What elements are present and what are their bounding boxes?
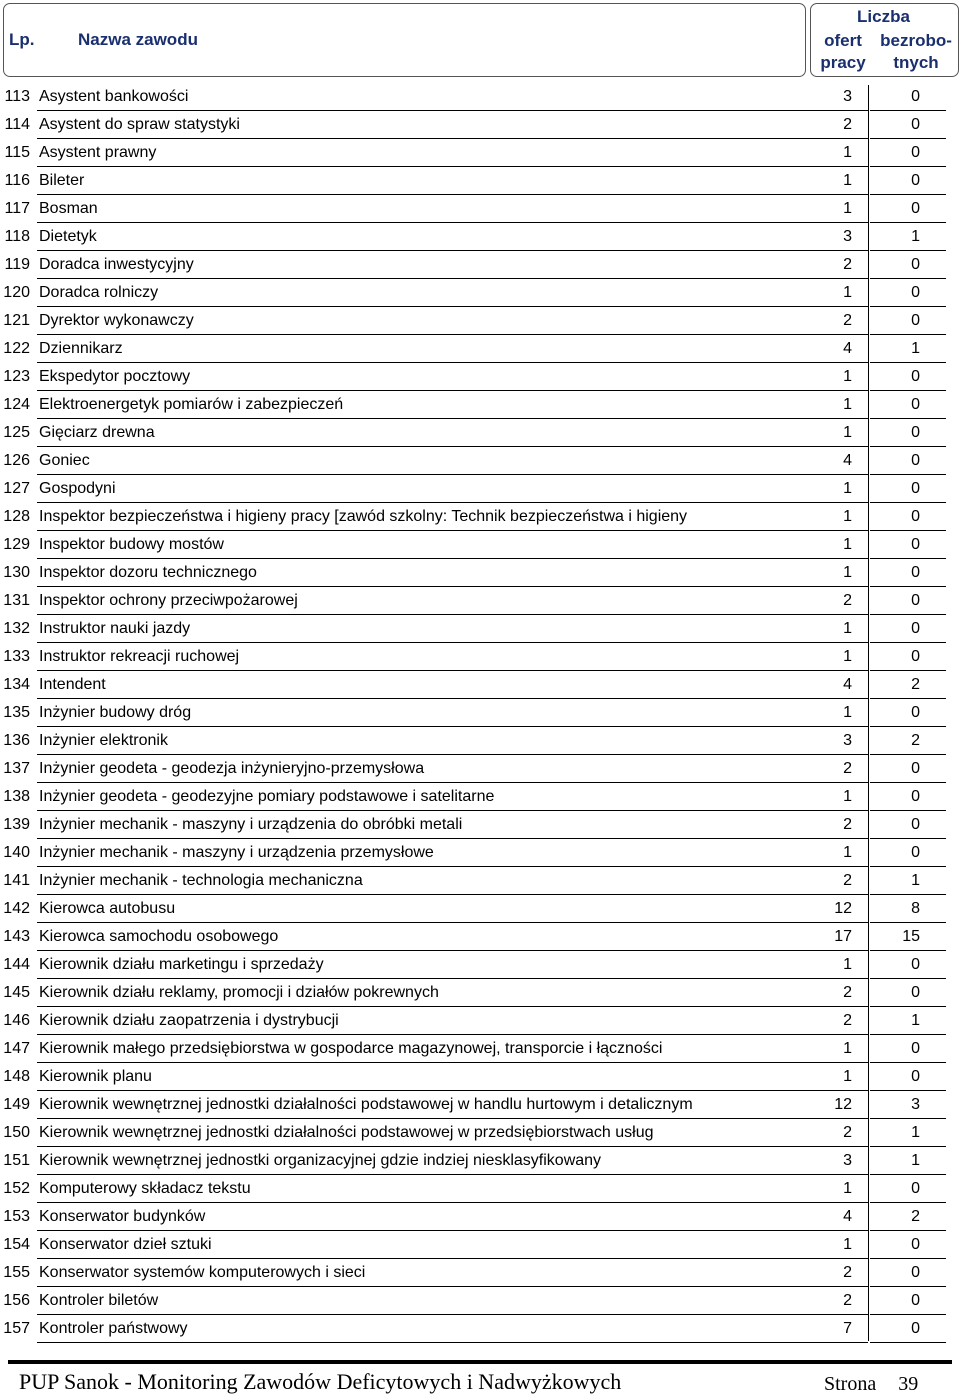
row-bezrobotni: 8 [911, 900, 920, 917]
row-lp: 149 [3, 1096, 30, 1113]
row-oferty: 1 [843, 536, 852, 553]
row-oferty: 12 [834, 1096, 852, 1113]
row-lp: 125 [3, 424, 30, 441]
row-bezrobotni: 0 [911, 1068, 920, 1085]
row-bezrobotni: 0 [911, 452, 920, 469]
row-name: Kierownik małego przedsiębiorstwa w gospodarce magazynowej, transporcie i łączności [39, 1040, 663, 1057]
row-oferty: 4 [843, 452, 852, 469]
row-lp: 141 [3, 872, 30, 889]
table-row [0, 1175, 960, 1203]
row-name: Ekspedytor pocztowy [39, 368, 191, 385]
row-bezrobotni: 0 [911, 956, 920, 973]
row-bezrobotni: 0 [911, 592, 920, 609]
header-tnych: tnych [893, 53, 939, 72]
header-name: Nazwa zawodu [78, 30, 198, 49]
row-bezrobotni: 1 [911, 1012, 920, 1029]
row-bezrobotni: 0 [911, 312, 920, 329]
row-lp: 129 [3, 536, 30, 553]
row-name: Kierowca autobusu [39, 900, 176, 917]
row-bezrobotni: 1 [911, 872, 920, 889]
table-row [0, 167, 960, 195]
row-lp: 142 [3, 900, 30, 917]
row-name: Dietetyk [39, 228, 97, 245]
table-row [0, 1063, 960, 1091]
row-lp: 151 [3, 1152, 30, 1169]
row-oferty: 17 [834, 928, 852, 945]
row-name: Kierownik planu [39, 1068, 152, 1085]
row-oferty: 4 [843, 1208, 852, 1225]
row-bezrobotni: 0 [911, 200, 920, 217]
table-row [0, 867, 960, 895]
table-row [0, 363, 960, 391]
row-name: Kierownik wewnętrznej jednostki organizacyjnej gdzie indziej niesklasyfikowany [39, 1152, 602, 1169]
row-name: Inspektor bezpieczeństwa i higieny pracy [zawód szkolny: Technik bezpieczeństwa i higieny [39, 508, 688, 525]
row-bezrobotni: 0 [911, 1320, 920, 1337]
table-row [0, 447, 960, 475]
row-name: Inspektor dozoru technicznego [39, 564, 257, 581]
row-bezrobotni: 0 [911, 172, 920, 189]
row-lp: 140 [3, 844, 30, 861]
table-row [0, 1007, 960, 1035]
row-lp: 123 [3, 368, 30, 385]
row-name: Gięciarz drewna [39, 424, 155, 441]
row-oferty: 1 [843, 368, 852, 385]
row-oferty: 1 [843, 1236, 852, 1253]
row-lp: 147 [3, 1040, 30, 1057]
row-lp: 128 [3, 508, 30, 525]
row-oferty: 4 [843, 676, 852, 693]
header-liczba: Liczba [857, 7, 910, 26]
header-ofert: ofert [824, 31, 862, 50]
row-lp: 127 [3, 480, 30, 497]
row-lp: 148 [3, 1068, 30, 1085]
row-name: Bosman [39, 200, 98, 217]
header-ofert-pracy [812, 30, 874, 74]
table-row [0, 419, 960, 447]
row-lp: 119 [4, 256, 30, 273]
row-name: Inspektor ochrony przeciwpożarowej [39, 592, 298, 609]
row-bezrobotni: 0 [911, 368, 920, 385]
row-bezrobotni: 2 [911, 676, 920, 693]
table-row [0, 1091, 960, 1119]
row-oferty: 3 [843, 1152, 852, 1169]
occupation-table [0, 83, 960, 1343]
table-row [0, 83, 960, 111]
row-bezrobotni: 0 [911, 256, 920, 273]
row-bezrobotni: 0 [911, 760, 920, 777]
table-row [0, 643, 960, 671]
row-oferty: 1 [843, 424, 852, 441]
row-name: Inżynier elektronik [39, 732, 168, 749]
row-bezrobotni: 0 [911, 508, 920, 525]
row-bezrobotni: 0 [911, 984, 920, 1001]
footer-page-number: 39 [898, 1373, 919, 1395]
row-bezrobotni: 2 [911, 1208, 920, 1225]
row-bezrobotni: 0 [911, 144, 920, 161]
row-name: Inspektor budowy mostów [39, 536, 224, 553]
row-bezrobotni: 0 [911, 648, 920, 665]
row-lp: 120 [3, 284, 30, 301]
row-name: Inżynier budowy dróg [39, 704, 192, 721]
row-oferty: 2 [843, 116, 852, 133]
row-bezrobotni: 0 [911, 788, 920, 805]
row-bezrobotni: 2 [911, 732, 920, 749]
row-rule [870, 1342, 946, 1343]
table-row [0, 811, 960, 839]
row-oferty: 1 [843, 620, 852, 637]
row-bezrobotni: 0 [911, 1236, 920, 1253]
row-oferty: 2 [843, 592, 852, 609]
row-name: Inżynier mechanik - maszyny i urządzenia przemysłowe [39, 844, 434, 861]
row-name: Kierowca samochodu osobowego [39, 928, 279, 945]
row-lp: 122 [3, 340, 30, 357]
table-row [0, 279, 960, 307]
header-pracy: pracy [820, 53, 866, 72]
header-bezrobo: bezrobo- [880, 31, 952, 50]
table-row [0, 559, 960, 587]
row-oferty: 2 [843, 256, 852, 273]
row-lp: 115 [4, 144, 30, 161]
row-name: Goniec [39, 452, 90, 469]
row-oferty: 1 [843, 508, 852, 525]
row-bezrobotni: 0 [911, 1180, 920, 1197]
row-bezrobotni: 0 [911, 564, 920, 581]
row-name: Inżynier mechanik - technologia mechaniczna [39, 872, 363, 889]
table-row [0, 923, 960, 951]
row-name: Konserwator systemów komputerowych i sieci [39, 1264, 366, 1281]
row-lp: 145 [3, 984, 30, 1001]
row-bezrobotni: 1 [911, 228, 920, 245]
row-name: Asystent prawny [39, 144, 157, 161]
row-oferty: 1 [843, 172, 852, 189]
row-name: Kierownik wewnętrznej jednostki działalności podstawowej w przedsiębiorstwach usług [39, 1124, 654, 1141]
row-oferty: 1 [843, 1040, 852, 1057]
row-lp: 150 [3, 1124, 30, 1141]
table-row [0, 839, 960, 867]
row-oferty: 2 [843, 1264, 852, 1281]
row-name: Elektroenergetyk pomiarów i zabezpieczeń [39, 396, 344, 413]
row-name: Intendent [39, 676, 106, 693]
row-lp: 143 [3, 928, 30, 945]
row-oferty: 2 [843, 984, 852, 1001]
row-bezrobotni: 0 [911, 704, 920, 721]
table-row [0, 1203, 960, 1231]
row-bezrobotni: 0 [911, 844, 920, 861]
row-lp: 135 [3, 704, 30, 721]
row-lp: 124 [3, 396, 30, 413]
row-oferty: 3 [843, 732, 852, 749]
row-lp: 138 [3, 788, 30, 805]
row-bezrobotni: 0 [911, 816, 920, 833]
row-name: Komputerowy składacz tekstu [39, 1180, 251, 1197]
row-name: Instruktor rekreacji ruchowej [39, 648, 240, 665]
row-bezrobotni: 0 [911, 1264, 920, 1281]
table-row [0, 1287, 960, 1315]
row-oferty: 1 [843, 956, 852, 973]
table-row [0, 1035, 960, 1063]
row-oferty: 1 [843, 564, 852, 581]
row-bezrobotni: 3 [911, 1096, 920, 1113]
table-row [0, 755, 960, 783]
table-row [0, 391, 960, 419]
row-bezrobotni: 1 [911, 1152, 920, 1169]
table-row [0, 111, 960, 139]
table-row [0, 1315, 960, 1343]
table-row [0, 671, 960, 699]
footer-rule [8, 1360, 952, 1364]
table-row [0, 223, 960, 251]
row-name: Bileter [39, 172, 85, 189]
row-lp: 134 [3, 676, 30, 693]
row-oferty: 2 [843, 760, 852, 777]
row-lp: 131 [3, 592, 30, 609]
row-lp: 156 [3, 1292, 30, 1309]
row-oferty: 1 [843, 200, 852, 217]
row-lp: 144 [3, 956, 30, 973]
table-row [0, 195, 960, 223]
row-name: Kierownik działu reklamy, promocji i działów pokrewnych [39, 984, 439, 1001]
row-oferty: 2 [843, 816, 852, 833]
row-oferty: 2 [843, 872, 852, 889]
row-lp: 157 [3, 1320, 30, 1337]
footer-page [824, 1372, 918, 1396]
row-name: Dziennikarz [39, 340, 123, 357]
row-name: Kontroler biletów [39, 1292, 159, 1309]
table-row [0, 1119, 960, 1147]
footer-title: PUP Sanok - Monitoring Zawodów Deficytowych i Nadwyżkowych [19, 1369, 622, 1394]
row-lp: 146 [3, 1012, 30, 1029]
row-oferty: 1 [843, 1180, 852, 1197]
table-row [0, 1231, 960, 1259]
row-lp: 136 [3, 732, 30, 749]
table-row [0, 307, 960, 335]
row-lp: 137 [3, 760, 30, 777]
row-lp: 133 [3, 648, 30, 665]
row-lp: 113 [4, 88, 30, 105]
row-lp: 117 [4, 200, 30, 217]
row-bezrobotni: 0 [911, 620, 920, 637]
table-row [0, 979, 960, 1007]
row-name: Inżynier geodeta - geodezyjne pomiary podstawowe i satelitarne [39, 788, 495, 805]
row-bezrobotni: 15 [902, 928, 920, 945]
row-name: Konserwator dzieł sztuki [39, 1236, 212, 1253]
row-name: Doradca inwestycyjny [39, 256, 194, 273]
table-row [0, 783, 960, 811]
row-bezrobotni: 1 [911, 340, 920, 357]
table-row [0, 531, 960, 559]
table-row [0, 335, 960, 363]
row-oferty: 1 [843, 284, 852, 301]
row-oferty: 1 [843, 648, 852, 665]
row-lp: 116 [4, 172, 30, 189]
row-oferty: 1 [843, 480, 852, 497]
row-name: Inżynier mechanik - maszyny i urządzenia do obróbki metali [39, 816, 463, 833]
row-lp: 121 [3, 312, 30, 329]
row-lp: 118 [4, 228, 30, 245]
row-bezrobotni: 1 [911, 1124, 920, 1141]
row-name: Gospodyni [39, 480, 116, 497]
row-name: Inżynier geodeta - geodezja inżynieryjno-przemysłowa [39, 760, 425, 777]
row-oferty: 1 [843, 788, 852, 805]
row-name: Asystent do spraw statystyki [39, 116, 240, 133]
row-oferty: 3 [843, 228, 852, 245]
row-oferty: 4 [843, 340, 852, 357]
row-oferty: 7 [843, 1320, 852, 1337]
row-oferty: 1 [843, 844, 852, 861]
table-row [0, 727, 960, 755]
row-bezrobotni: 0 [911, 284, 920, 301]
row-lp: 126 [3, 452, 30, 469]
row-lp: 132 [3, 620, 30, 637]
row-lp: 153 [3, 1208, 30, 1225]
table-row [0, 139, 960, 167]
row-name: Konserwator budynków [39, 1208, 206, 1225]
row-lp: 152 [3, 1180, 30, 1197]
row-oferty: 1 [843, 144, 852, 161]
column-divider [868, 85, 869, 1341]
table-row [0, 615, 960, 643]
table-row [0, 251, 960, 279]
row-name: Dyrektor wykonawczy [39, 312, 194, 329]
row-oferty: 1 [843, 396, 852, 413]
row-name: Kierownik działu marketingu i sprzedaży [39, 956, 324, 973]
row-oferty: 2 [843, 1292, 852, 1309]
row-bezrobotni: 0 [911, 88, 920, 105]
table-row [0, 951, 960, 979]
row-lp: 155 [3, 1264, 30, 1281]
table-row [0, 699, 960, 727]
row-oferty: 2 [843, 312, 852, 329]
row-bezrobotni: 0 [911, 1292, 920, 1309]
row-bezrobotni: 0 [911, 116, 920, 133]
row-oferty: 2 [843, 1012, 852, 1029]
header-bezrobotnych [874, 30, 958, 74]
row-oferty: 1 [843, 704, 852, 721]
row-lp: 130 [3, 564, 30, 581]
table-row [0, 1259, 960, 1287]
row-oferty: 1 [843, 1068, 852, 1085]
table-row [0, 503, 960, 531]
row-rule [37, 1342, 868, 1343]
row-lp: 114 [4, 116, 30, 133]
row-oferty: 12 [834, 900, 852, 917]
row-oferty: 2 [843, 1124, 852, 1141]
row-name: Instruktor nauki jazdy [39, 620, 191, 637]
row-bezrobotni: 0 [911, 536, 920, 553]
row-name: Doradca rolniczy [39, 284, 159, 301]
footer-page-label: Strona [824, 1373, 877, 1395]
table-row [0, 895, 960, 923]
row-name: Kierownik działu zaopatrzenia i dystrybucji [39, 1012, 339, 1029]
table-row [0, 587, 960, 615]
row-lp: 154 [3, 1236, 30, 1253]
table-row [0, 475, 960, 503]
row-name: Asystent bankowości [39, 88, 189, 105]
table-row [0, 1147, 960, 1175]
row-bezrobotni: 0 [911, 396, 920, 413]
row-bezrobotni: 0 [911, 480, 920, 497]
row-bezrobotni: 0 [911, 424, 920, 441]
row-name: Kierownik wewnętrznej jednostki działalności podstawowej w handlu hurtowym i detalicznym [39, 1096, 693, 1113]
row-name: Kontroler państwowy [39, 1320, 188, 1337]
row-bezrobotni: 0 [911, 1040, 920, 1057]
row-oferty: 3 [843, 88, 852, 105]
row-lp: 139 [3, 816, 30, 833]
header-lp: Lp. [9, 30, 35, 49]
